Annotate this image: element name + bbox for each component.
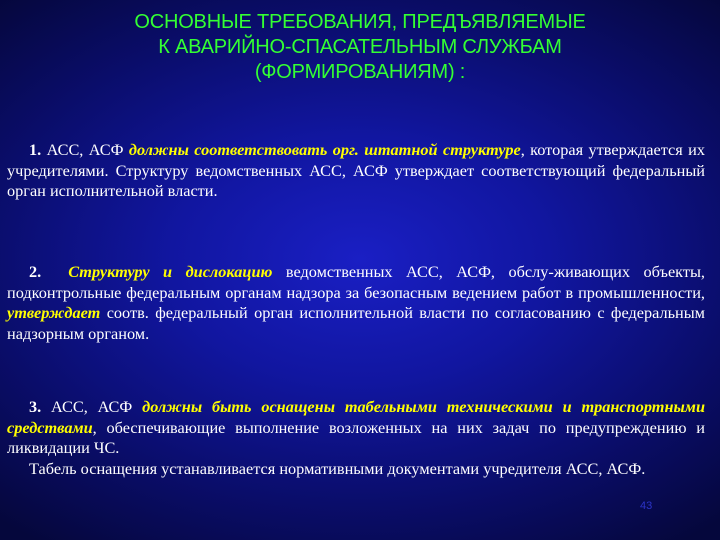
slide-title-line-3: (ФОРМИРОВАНИЯМ) :	[254, 61, 466, 83]
requirement-1-text-a: АСС, АСФ	[41, 140, 129, 159]
slide-title-line-1: ОСНОВНЫЕ ТРЕБОВАНИЯ, ПРЕДЪЯВЛЯЕМЫЕ	[134, 11, 586, 33]
page-number: 43	[640, 500, 653, 512]
requirement-3-second-text: Табель оснащения устанавливается нормативными документами учредителя АСС, АСФ.	[29, 458, 646, 478]
slide-title	[40, 10, 680, 85]
requirement-2	[7, 262, 705, 344]
requirement-2-highlight-a: Структуру и дислокацию	[68, 262, 273, 281]
requirement-2-text-a: ведомственных АСС, АСФ, обслу-живающих объекты, подконтрольные федеральным органам надзора за безопасным ведением работ в промышленности,	[7, 262, 705, 302]
requirement-1-text-b: , которая утверждается их учредителями. Структуру ведомственных АСС, АСФ утверждает соответствующий федеральный орган исполнительной власти.	[7, 140, 705, 200]
requirement-1-number: 1.	[29, 140, 42, 159]
requirement-3-text	[7, 397, 705, 459]
requirement-2-number: 2.	[29, 262, 42, 281]
requirement-3-highlight: должны быть оснащены табельными техническими и транспортными средствами	[7, 397, 705, 437]
requirement-2-highlight-b: утверждает	[7, 303, 101, 322]
requirement-3	[7, 397, 705, 479]
slide-title-line-2: К АВАРИЙНО-СПАСАТЕЛЬНЫМ СЛУЖБАМ	[158, 36, 562, 58]
requirement-3-text-a: АСС, АСФ	[41, 397, 143, 416]
requirement-1-text	[7, 140, 705, 202]
requirement-1-highlight: должны соответствовать орг. штатной структуре	[128, 140, 521, 159]
requirement-2-text-b: соотв. федеральный орган исполнительной власти по согласованию с федеральным надзорным органом.	[7, 303, 705, 343]
requirement-3-number: 3.	[29, 397, 42, 416]
requirement-1	[7, 140, 705, 202]
requirement-3-text-b: , обеспечивающие выполнение возложенных на них задач по предупреждению и ликвидации ЧС.	[7, 417, 705, 457]
requirement-2-text	[7, 262, 705, 344]
